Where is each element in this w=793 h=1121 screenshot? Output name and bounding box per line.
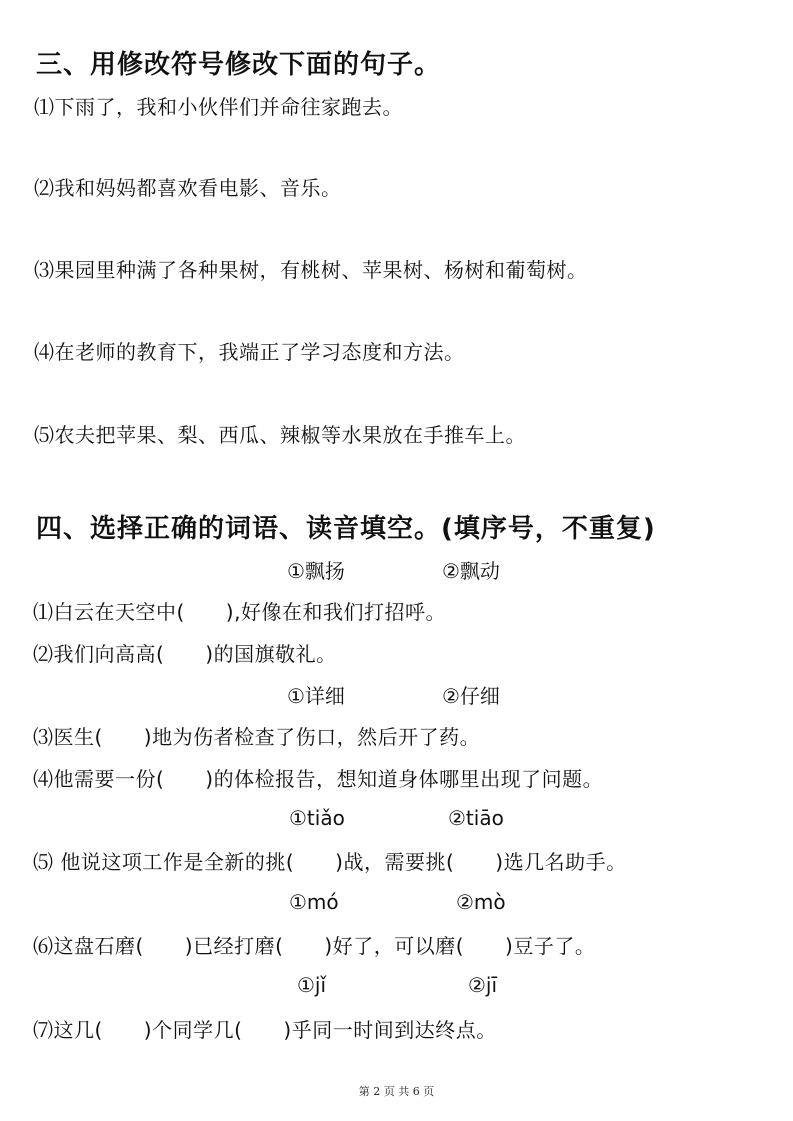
section-3-heading: 三、用修改符号修改下面的句子。 [36,50,442,80]
section-3-item-5: ⑸农夫把苹果、梨、西瓜、辣椒等水果放在手推车上。 [34,423,526,447]
option-1-group-1: ①飘扬 [287,559,345,583]
option-2-group-1: ②飘动 [442,559,500,583]
section-3-item-3: ⑶果园里种满了各种果树，有桃树、苹果树、杨树和葡萄树。 [34,258,588,282]
section-4-item-6: ⑹这盘石磨( )已经打磨( )好了，可以磨( )豆子了。 [33,934,596,958]
section-4-item-2: ⑵我们向高高( )的国旗敬礼。 [33,642,337,666]
option-2-group-2: ②仔细 [442,684,500,708]
section-4-item-7: ⑺这几( )个同学几( )乎同一时间到达终点。 [33,1018,497,1042]
option-1-group-4: ①mó [289,890,339,914]
section-4-item-1: ⑴白云在天空中( ),好像在和我们打招呼。 [33,600,446,624]
section-4-heading: 四、选择正确的词语、读音填空。(填序号，不重复) [36,514,656,544]
option-2-group-5: ②jī [468,973,498,997]
option-2-group-4: ②mò [456,890,506,914]
section-3-item-4: ⑷在老师的教育下，我端正了学习态度和方法。 [34,340,465,364]
option-1-group-2: ①详细 [287,684,345,708]
section-3-item-2: ⑵我和妈妈都喜欢看电影、音乐。 [34,176,342,200]
option-1-group-3: ①tiǎo [289,806,345,830]
page-number: 第 2 页 共 6 页 [358,1085,435,1098]
section-4-item-3: ⑶医生( )地为伤者检查了伤口，然后开了药。 [33,725,481,749]
option-1-group-5: ①jǐ [297,973,327,997]
section-3-item-1: ⑴下雨了，我和小伙伴们并命往家跑去。 [34,95,403,119]
option-2-group-3: ②tiāo [448,806,504,830]
section-4-item-4: ⑷他需要一份( )的体检报告，想知道身体哪里出现了问题。 [33,767,604,791]
section-4-item-5: ⑸ 他说这项工作是全新的挑( )战，需要挑( )选几名助手。 [33,850,627,874]
